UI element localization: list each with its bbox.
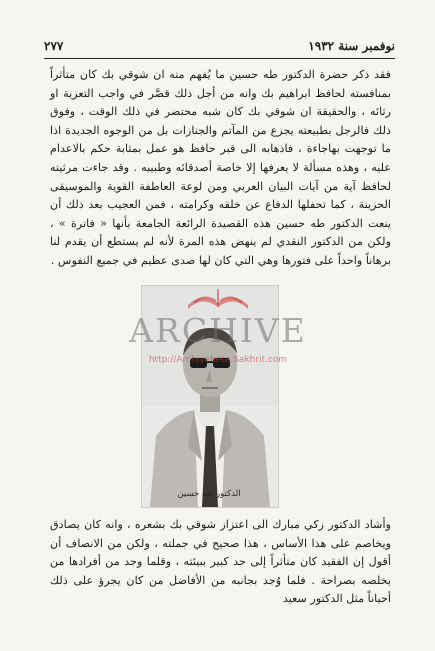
paragraph: وأشاد الدكتور زكي مبارك الى اعتزاز شوقي بك بشعره ، وانه كان يصادق ويخاصم على هذا الأساس ، هذا صحيح في جملته ، ولكن من الانصاف أن أقول إن الفقيد كان متأثراً إلى حد كبير ببيئته ، وقلما وجد من أفرادها من يخلصه بصراحة . فلما وُجد بجانبه من الأفاضل من كان يجرؤ على ذلك أحياناً مثل الدكتور سعيد (50, 518, 391, 606)
portrait-photo (141, 285, 279, 508)
header-rule (44, 58, 395, 59)
body-text-top (50, 66, 391, 271)
watermark-title: ARCHIVE (129, 311, 307, 350)
photo-caption: الدكتور طه حسين (177, 489, 241, 499)
header-date: نوفمبر سنة ١٩٣٢ (308, 39, 395, 53)
paragraph: فقد ذكر حضرة الدكتور طه حسين ما يُفهم منه ان شوقي بك كان متأثراً بمنافسته لحافظ ابراهيم بك وانه من أجل ذلك قصَّر في واجب التعزية او رثائه ، والحقيقة ان شوقي بك كان شبه محتضر في ذلك الوقت ، وفوق ذلك فالرجل بطبيعته يجزع من المآتم والجنازات بل من الوجوه الجديدة اذا ما توجهت بهاجاءة ، فاذهابه الى قبر حافظ هو عمل بمثابة حكم بالاعدام عليه ، وهذه مسألة لا يعرفها إلا خاصة أصدقائه وطبيبه . وقد جاءت مرثيته لحافظ آية من آيات البيان العربي ومن لوعة العاطفة القوية والموسيقى الحزينة ، كما تحفلها الدفاع عن خلقه وكرامته ، فمن العجيب بعد ذلك أن ينعت الدكتور طه حسين هذه القصيدة الرائعة الجامعة بأنها « فاترة » ، ولكن من الدكتور النقدي لم ينهض هذه المرة لأنه لم يستطع أن يقدم لنا برهاناً واحداً على فتورها وهي التي كان لها صدى عظيم في جميع النفوس . (50, 68, 391, 267)
body-text-bottom (50, 516, 391, 609)
portrait-illustration (142, 286, 278, 507)
watermark-url: http://Archivebeta.Sakhrit.com (148, 355, 288, 365)
page-header (44, 36, 395, 56)
page-number: ٢٧٧ (44, 39, 64, 53)
